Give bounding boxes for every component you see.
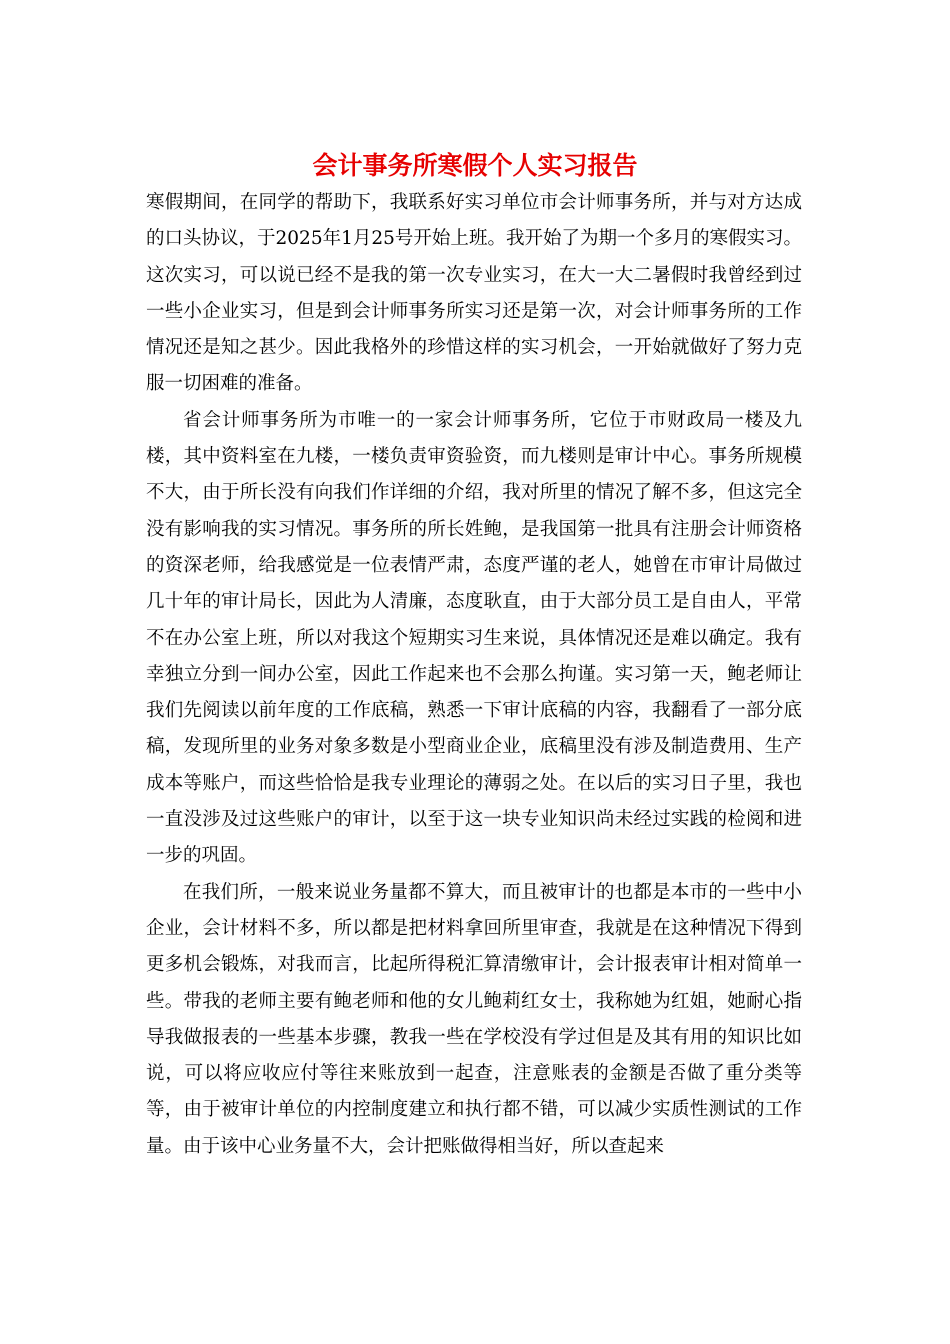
paragraph-1: 寒假期间，在同学的帮助下，我联系好实习单位市会计师事务所，并与对方达成的口头协议，于2025年1月25号开始上班。我开始了为期一个多月的寒假实习。这次实习，可以说已经不是我的第一次专业实习，在大一大二暑假时我曾经到过一些小企业实习，但是到会计师事务所实习还是第一次，对会计师事务所的工作情况还是知之甚少。因此我格外的珍惜这样的实习机会，一开始就做好了努力克服一切困难的准备。 [146, 192, 802, 395]
document-title: 会计事务所寒假个人实习报告 [312, 151, 638, 180]
document-body [146, 185, 802, 1165]
paragraph-2: 省会计师事务所为市唯一的一家会计师事务所，它位于市财政局一楼及九楼，其中资料室在九楼，一楼负责审资验资，而九楼则是审计中心。事务所规模不大，由于所长没有向我们作详细的介绍，我对所里的情况了解不多，但这完全没有影响我的实习情况。事务所的所长姓鲍，是我国第一批具有注册会计师资格的资深老师，给我感觉是一位表情严肃，态度严谨的老人，她曾在市审计局做过几十年的审计局长，因此为人清廉，态度耿直，由于大部分员工是自由人，平常不在办公室上班，所以对我这个短期实习生来说，具体情况还是难以确定。我有幸独立分到一间办公室，因此工作起来也不会那么拘谨。实习第一天，鲍老师让我们先阅读以前年度的工作底稿，熟悉一下审计底稿的内容，我翻看了一部分底稿，发现所里的业务对象多数是小型商业企业，底稿里没有涉及制造费用、生产成本等账户，而这些恰恰是我专业理论的薄弱之处。在以后的实习日子里，我也一直没涉及过这些账户的审计，以至于这一块专业知识尚未经过实践的检阅和进一步的巩固。 [146, 409, 802, 867]
paragraph-3: 在我们所，一般来说业务量都不算大，而且被审计的也都是本市的一些中小企业，会计材料不多，所以都是把材料拿回所里审查，我就是在这种情况下得到更多机会锻炼，对我而言，比起所得税汇算清缴审计，会计报表审计相对简单一些。带我的老师主要有鲍老师和他的女儿鲍莉红女士，我称她为红姐，她耐心指导我做报表的一些基本步骤，教我一些在学校没有学过但是及其有用的知识比如说，可以将应收应付等往来账放到一起查，注意账表的金额是否做了重分类等等，由于被审计单位的内控制度建立和执行都不错，可以减少实质性测试的工作量。由于该中心业务量不大，会计把账做得相当好，所以查起来 [146, 881, 802, 1157]
